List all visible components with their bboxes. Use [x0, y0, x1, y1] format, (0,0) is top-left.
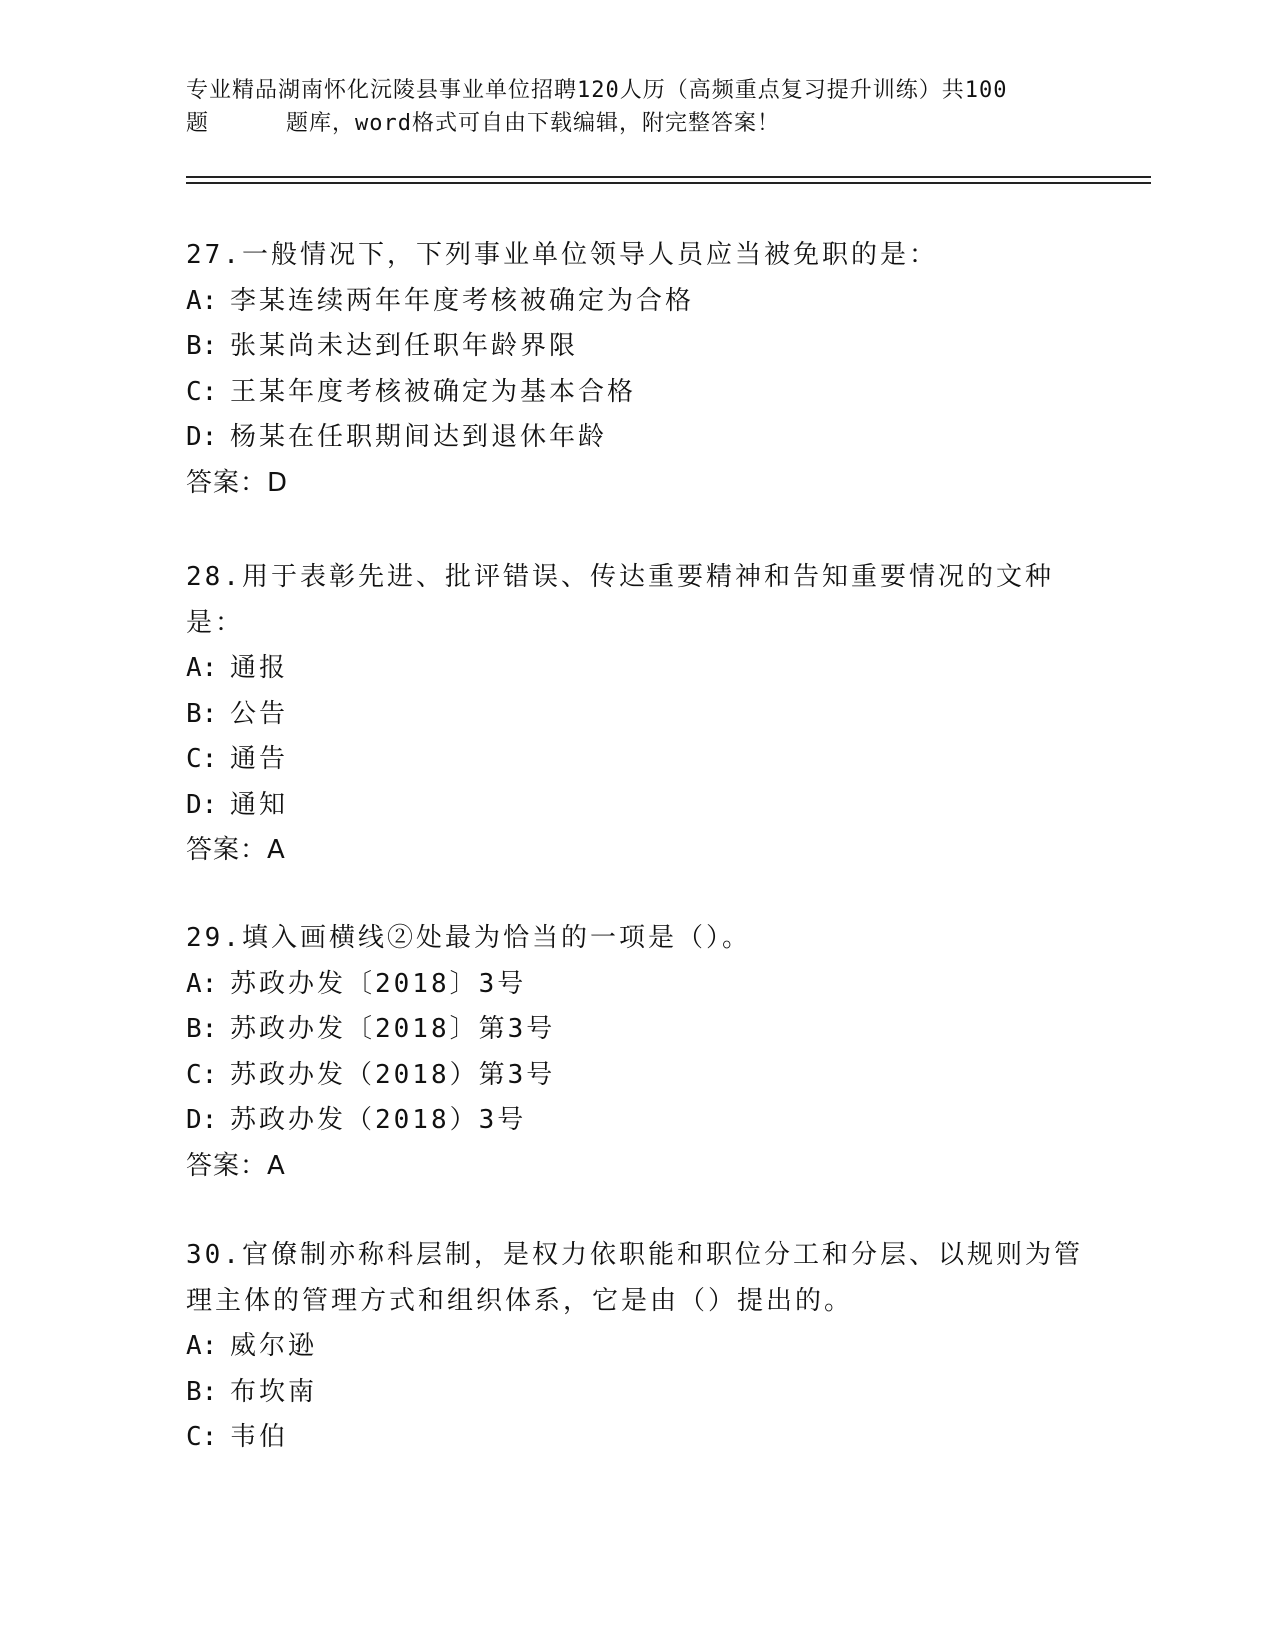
option-c: [186, 1415, 1086, 1461]
option-c: [186, 1053, 1086, 1099]
option-text: 张某尚未达到任职年龄界限: [230, 331, 579, 361]
option-key: D:: [186, 422, 218, 452]
option-key: B:: [186, 1014, 218, 1044]
question-29: [186, 916, 1086, 1189]
option-b: [186, 1370, 1086, 1416]
header-title-line: 专业精品湖南怀化沅陵县事业单位招聘120人历（高频重点复习提升训练）共100: [186, 78, 1008, 103]
option-d: [186, 415, 1086, 461]
option-key: A:: [186, 1331, 218, 1361]
option-c: [186, 737, 1086, 783]
option-text: 通报: [230, 653, 289, 683]
answer-line: 答案：D: [186, 467, 289, 498]
option-b: [186, 692, 1086, 738]
question-28: [186, 555, 1086, 874]
option-key: B:: [186, 331, 218, 361]
question-30: [186, 1233, 1086, 1461]
option-text: 韦伯: [230, 1422, 289, 1452]
option-a: [186, 279, 1086, 325]
option-text: 威尔逊: [230, 1331, 318, 1361]
option-c: [186, 370, 1086, 416]
header-rule-top: [186, 176, 1151, 178]
question-stem: 28.用于表彰先进、批评错误、传达重要精神和告知重要情况的文种是：: [186, 562, 1054, 638]
question-27: [186, 233, 1086, 506]
option-key: D:: [186, 1105, 218, 1135]
option-text: 李某连续两年年度考核被确定为合格: [230, 285, 695, 316]
option-key: C:: [186, 1059, 218, 1090]
question-stem: 27.一般情况下，下列事业单位领导人员应当被免职的是：: [186, 240, 938, 270]
option-text: 苏政办发（2018）3号: [230, 1105, 527, 1135]
option-key: C:: [186, 376, 218, 407]
option-text: 苏政办发〔2018〕第3号: [230, 1014, 556, 1044]
option-a: [186, 1324, 1086, 1370]
option-key: B:: [186, 698, 218, 729]
option-a: [186, 646, 1086, 692]
answer-line: 答案：A: [186, 1150, 286, 1181]
option-text: 苏政办发（2018）第3号: [230, 1059, 556, 1090]
option-key: A:: [186, 285, 218, 316]
option-key: A:: [186, 968, 218, 999]
option-text: 公告: [230, 698, 289, 729]
option-text: 杨某在任职期间达到退休年龄: [230, 422, 608, 452]
answer-line: 答案：A: [186, 835, 286, 865]
header-subtitle-line: [186, 107, 1086, 140]
option-text: 布坎南: [230, 1376, 318, 1407]
option-key: B:: [186, 1376, 218, 1407]
document-header: [186, 74, 1086, 140]
option-key: D:: [186, 789, 218, 820]
option-b: [186, 324, 1086, 370]
option-b: [186, 1007, 1086, 1053]
header-rule-bottom: [186, 182, 1151, 184]
option-text: 通知: [230, 789, 289, 820]
option-key: C:: [186, 1422, 218, 1452]
question-stem: 29.填入画横线②处最为恰当的一项是（）。: [186, 923, 751, 953]
question-stem: 30.官僚制亦称科层制，是权力依职能和职位分工和分层、以规则为管理主体的管理方式和组织体系，它是由（）提出的。: [186, 1240, 1083, 1316]
option-a: [186, 962, 1086, 1008]
option-key: A:: [186, 653, 218, 683]
option-d: [186, 1098, 1086, 1144]
option-text: 苏政办发〔2018〕3号: [230, 968, 527, 999]
header-subtitle-lead: 题: [186, 111, 210, 136]
option-key: C:: [186, 744, 218, 774]
option-text: 王某年度考核被确定为基本合格: [230, 376, 637, 407]
header-subtitle-text: 题库，word格式可自由下载编辑，附完整答案！: [286, 111, 780, 136]
option-d: [186, 783, 1086, 829]
option-text: 通告: [230, 744, 289, 774]
